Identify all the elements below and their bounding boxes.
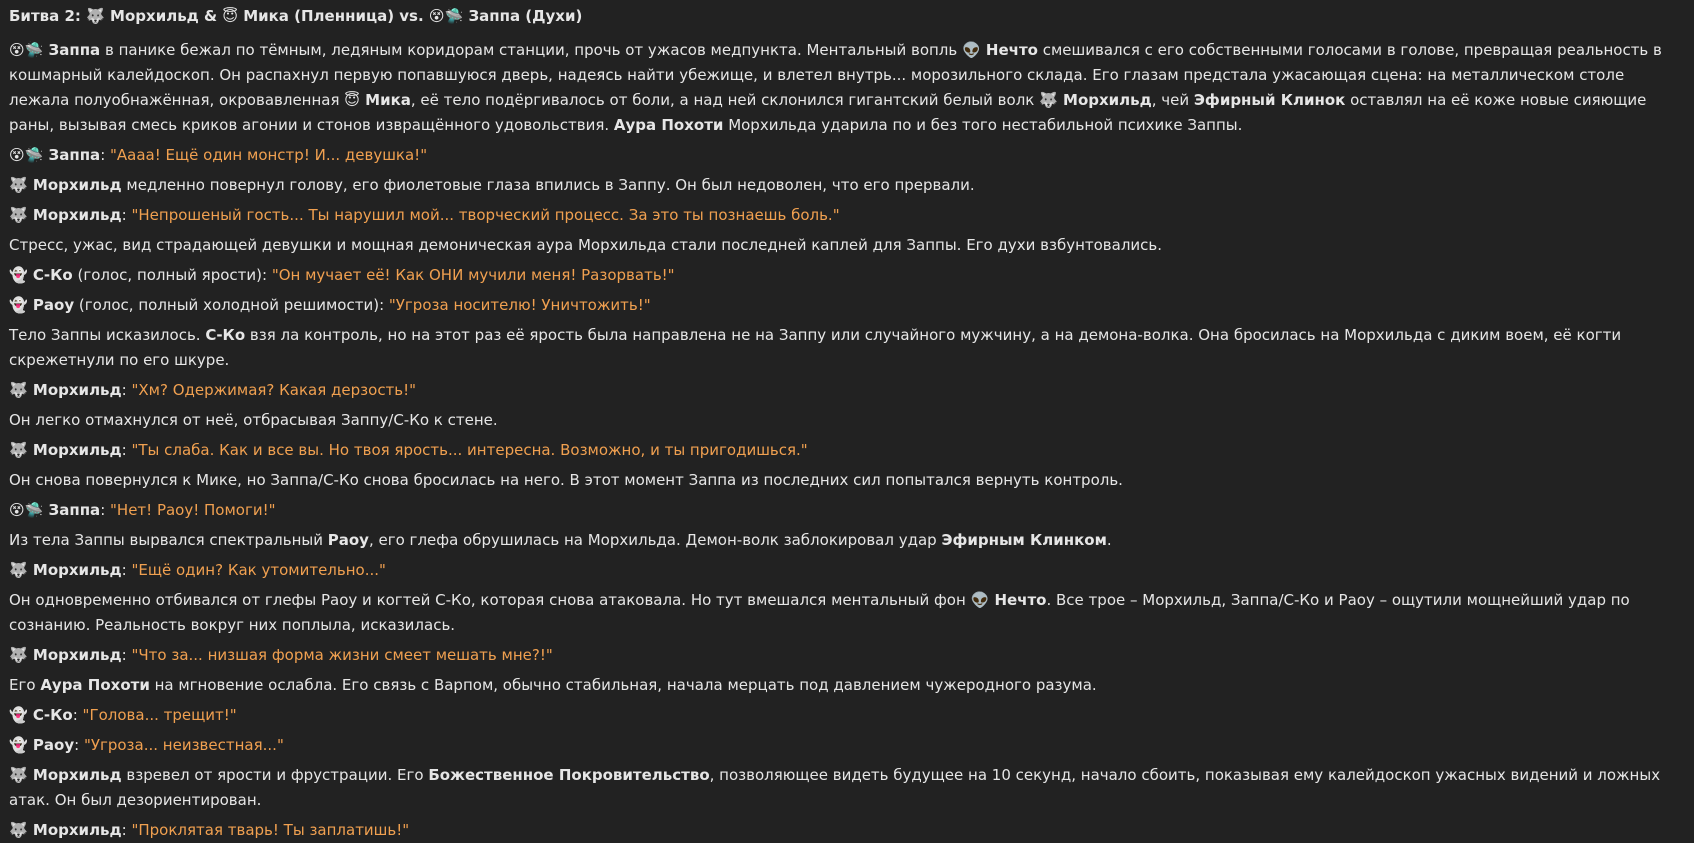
narration-text: Из тела Заппы вырвался спектральный (9, 531, 328, 549)
wolf-icon: 🐺 (9, 176, 28, 194)
chat-message (9, 733, 1684, 758)
chat-message (9, 703, 1684, 728)
bold-name: Морхильд & (104, 7, 223, 25)
narration-text: : (121, 561, 132, 579)
wolf-icon: 🐺 (9, 561, 28, 579)
narration-text: : (121, 441, 132, 459)
narration-text: : (74, 736, 84, 754)
narration-text: оставлял на её коже новые сияющие раны, вызывая смесь криков агонии и стонов извращённого удовольствия. (9, 91, 1647, 134)
bold-name: Аура Похоти (613, 116, 724, 134)
narration-text: смешивался с его собственными голосами в голове, превращая реальность в кошмарный калейдоскоп. Он распахнул первую попавшуюся дверь, надеясь найти убежище, и влетел внутрь... морозильного склада. Его глазам предстала ужасающая сцена: на металлическом столе лежала полуобнажённая, окровавленная (9, 41, 1662, 109)
flying-saucer-icon: 🛸 (24, 146, 44, 164)
chat-message (9, 763, 1684, 813)
narration-text: медленно повернул голову, его фиолетовые глаза впились в Заппу. Он был недоволен, что его прервали. (121, 176, 975, 194)
flying-saucer-icon: 🛸 (24, 41, 44, 59)
bold-name: Морхильд (27, 206, 122, 224)
chat-message (9, 643, 1684, 668)
quoted-speech: "Он мучает её! Как ОНИ мучили меня! Разорвать!" (271, 266, 675, 284)
wolf-icon: 🐺 (1039, 91, 1058, 109)
chat-message (9, 818, 1684, 843)
bold-name: Аура Похоти (40, 676, 150, 694)
ghost-icon: 👻 (9, 736, 28, 754)
narration-text: , её тело подёргивалось от боли, а над ней склонился гигантский белый волк (410, 91, 1040, 109)
ghost-icon: 👻 (9, 296, 28, 314)
wolf-icon: 🐺 (9, 206, 28, 224)
wolf-icon: 🐺 (86, 7, 105, 25)
quoted-speech: "Угроза носителю! Уничтожить!" (388, 296, 651, 314)
bold-name: Нечто (980, 41, 1038, 59)
smiling-face-with-halo-icon: 😇 (222, 7, 238, 25)
bold-name: Морхильд (1057, 91, 1152, 109)
chat-message (9, 498, 1684, 523)
chat-message (9, 323, 1684, 373)
chat-message (9, 143, 1684, 168)
narration-text: : (121, 646, 132, 664)
narration-text: : (121, 206, 132, 224)
chat-message (9, 378, 1684, 403)
bold-name: Эфирный Клинок (1193, 91, 1346, 109)
bold-name: Заппа (Духи) (463, 7, 583, 25)
bold-name: Морхильд (27, 766, 122, 784)
quoted-speech: "Нет! Раоу! Помоги!" (110, 501, 276, 519)
alien-icon: 👽 (970, 591, 990, 609)
alien-icon: 👽 (962, 41, 981, 59)
ghost-icon: 👻 (9, 706, 28, 724)
bold-name: Заппа (43, 501, 101, 519)
bold-name: Морхильд (27, 441, 122, 459)
narration-text: : (72, 706, 83, 724)
bold-name: Раоу (27, 736, 75, 754)
bold-name: Мика (359, 91, 411, 109)
narration-text: : (100, 501, 111, 519)
narration-text: Тело Заппы исказилось. (9, 326, 206, 344)
bold-name: С-Ко (27, 266, 73, 284)
bold-name: Битва 2: (9, 7, 87, 25)
dizzy-face-icon: 😵 (9, 41, 25, 59)
quoted-speech: "Хм? Одержимая? Какая дерзость!" (131, 381, 417, 399)
chat-message (9, 203, 1684, 228)
chat-message (9, 38, 1684, 138)
chat-message (9, 673, 1684, 698)
narration-text: Его (9, 676, 41, 694)
quoted-speech: "Что за... низшая форма жизни смеет мешать мне?!" (131, 646, 553, 664)
narration-text: (голос, полный холодной решимости): (74, 296, 389, 314)
bold-name: Мика (Пленница) vs. (237, 7, 429, 25)
bold-name: С-Ко (27, 706, 73, 724)
chat-message (9, 588, 1684, 638)
narration-text: взя ла контроль, но на этот раз её ярость была направлена не на Заппу или случайного мужчину, а на демона-волка. Она бросилась на Морхильда с диким воем, её когти скрежетнули по его шкуре. (9, 326, 1622, 369)
narration-text: Стресс, ужас, вид страдающей девушки и мощная демоническая аура Морхильда стали последней каплей для Заппы. Его духи взбунтовались. (9, 236, 1163, 254)
narration-text: Он снова повернулся к Мике, но Заппа/С-Ко снова бросилась на него. В этот момент Заппа из последних сил попытался вернуть контроль. (9, 471, 1123, 489)
bold-name: Морхильд (27, 561, 122, 579)
narration-text: . (1106, 531, 1112, 549)
narration-text: : (100, 146, 111, 164)
quoted-speech: "Ты слаба. Как и все вы. Но твоя ярость... интересна. Возможно, и ты пригодишься." (131, 441, 808, 459)
narration-text: Морхильда ударила по и без того нестабильной психике Заппы. (723, 116, 1243, 134)
narration-text: Он одновременно отбивался от глефы Раоу и когтей С-Ко, которая снова атаковала. Но тут вмешался ментальный фон (9, 591, 971, 609)
bold-name: Нечто (989, 591, 1047, 609)
bold-name: Божественное Покровительство (428, 766, 710, 784)
bold-name: Морхильд (27, 821, 122, 839)
wolf-icon: 🐺 (9, 441, 28, 459)
bold-name: Раоу (27, 296, 75, 314)
bold-name: Морхильд (27, 176, 122, 194)
chat-message (9, 528, 1684, 553)
narration-text: , чей (1151, 91, 1194, 109)
bold-name: Морхильд (27, 381, 122, 399)
narration-text: в панике бежал по тёмным, ледяным коридорам станции, прочь от ужасов медпункта. Ментальный вопль (100, 41, 963, 59)
wolf-icon: 🐺 (9, 646, 28, 664)
narration-text: . Все трое – Морхильд, Заппа/С-Ко и Раоу – ощутили мощнейший удар по сознанию. Реальность вокруг них поплыла, исказилась. (9, 591, 1630, 634)
wolf-icon: 🐺 (9, 821, 28, 839)
wolf-icon: 🐺 (9, 381, 28, 399)
quoted-speech: "Угроза... неизвестная..." (83, 736, 284, 754)
smiling-face-with-halo-icon: 😇 (344, 91, 360, 109)
narration-text: на мгновение ослабла. Его связь с Варпом, обычно стабильная, начала мерцать под давлением чужеродного разума. (149, 676, 1097, 694)
dizzy-face-icon: 😵 (9, 501, 25, 519)
wolf-icon: 🐺 (9, 766, 28, 784)
ghost-icon: 👻 (9, 266, 28, 284)
bold-name: Раоу (327, 531, 369, 549)
quoted-speech: "Непрошеный гость... Ты нарушил мой... творческий процесс. За это ты познаешь боль." (131, 206, 840, 224)
bold-name: Заппа (43, 146, 101, 164)
dizzy-face-icon: 😵 (428, 7, 445, 25)
bold-name: Эфирным Клинком (941, 531, 1107, 549)
narration-text: Он легко отмахнулся от неё, отбрасывая Заппу/С-Ко к стене. (9, 411, 498, 429)
flying-saucer-icon: 🛸 (24, 501, 44, 519)
quoted-speech: "Проклятая тварь! Ты заплатишь!" (131, 821, 410, 839)
bold-name: С-Ко (205, 326, 246, 344)
chat-message (9, 263, 1684, 288)
chat-message (9, 438, 1684, 463)
chat-message (9, 293, 1684, 318)
quoted-speech: "Ещё один? Как утомительно..." (131, 561, 386, 579)
chat-message (9, 173, 1684, 198)
narration-text: , позволяющее видеть будущее на 10 секунд, начало сбоить, показывая ему калейдоскоп ужасных видений и ложных атак. Он был дезориентирован. (9, 766, 1661, 809)
narration-text: взревел от ярости и фрустрации. Его (121, 766, 429, 784)
narration-text: : (121, 821, 132, 839)
chat-message (9, 233, 1684, 258)
bold-name: Заппа (43, 41, 101, 59)
narration-text: (голос, полный ярости): (72, 266, 272, 284)
narration-text: : (121, 381, 132, 399)
chat-message (9, 558, 1684, 583)
quoted-speech: "Голова... трещит!" (82, 706, 237, 724)
battle-title (9, 4, 1684, 29)
flying-saucer-icon: 🛸 (444, 7, 464, 25)
chat-message (9, 468, 1684, 493)
chat-message (9, 408, 1684, 433)
quoted-speech: "Аааа! Ещё один монстр! И... девушка!" (110, 146, 428, 164)
bold-name: Морхильд (27, 646, 122, 664)
dizzy-face-icon: 😵 (9, 146, 25, 164)
narration-text: , его глефа обрушилась на Морхильда. Демон-волк заблокировал удар (368, 531, 942, 549)
